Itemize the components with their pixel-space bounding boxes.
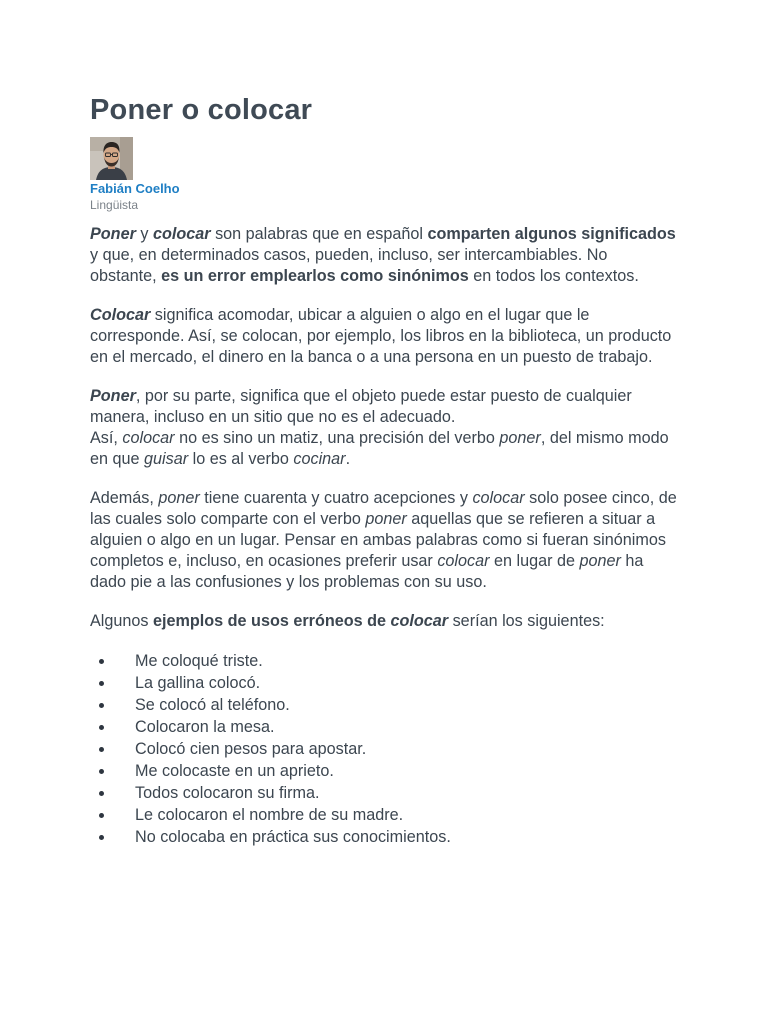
examples-list [90,650,678,848]
list-item [90,716,678,738]
text: , por su parte, significa que el objeto puede estar puesto de cualquier manera, incluso en un sitio que no es el adecuado. [90,387,632,426]
term-poner: Poner [90,387,136,405]
term-colocar: colocar [152,225,211,243]
text: , del mismo modo en que [90,429,669,468]
list-item [90,672,678,694]
term-poner: poner [365,510,407,528]
term-colocar: Colocar [90,306,151,324]
bullet-icon [99,813,104,818]
text: y que, en determinados casos, pueden, incluso, ser intercambiables. No obstante, [90,246,608,285]
term-poner: poner [499,429,541,447]
bold-phrase: ejemplos de usos erróneos de [153,612,391,630]
term-colocar: colocar [437,552,490,570]
text: no es sino un matiz, una precisión del verbo [174,429,500,447]
bullet-icon [99,747,104,752]
term-poner: poner [158,489,200,507]
list-item [90,738,678,760]
term-cocinar: cocinar [293,450,346,468]
list-item [90,804,678,826]
list-item [90,650,678,672]
list-item-text: Me colocaste en un aprieto. [135,762,334,780]
text: en todos los contextos. [468,267,639,285]
text: tiene cuarenta y cuatro acepciones y [199,489,473,507]
list-item [90,694,678,716]
term-colocar: colocar [390,612,449,630]
paragraph-3 [90,386,678,470]
list-item-text: Colocó cien pesos para apostar. [135,740,367,758]
text: significa acomodar, ubicar a alguien o algo en el lugar que le corresponde. Así, se colocan, por ejemplo, los libros en la biblioteca, un producto en el mercado, el dinero en la banca o a una persona en un puesto de trabajo. [90,306,672,366]
list-item-text: Se colocó al teléfono. [135,696,290,714]
author-role: Lingüista [90,198,139,212]
bullet-icon [99,659,104,664]
list-item-text: Me coloqué triste. [135,652,263,670]
list-item-text: No colocaba en práctica sus conocimientos. [135,828,451,846]
list-item [90,826,678,848]
bullet-icon [99,769,104,774]
list-item [90,782,678,804]
paragraph-4 [90,488,678,593]
term-poner: Poner [90,225,136,243]
list-item [90,760,678,782]
bold-phrase: comparten algunos significados [427,225,676,243]
bullet-icon [99,681,104,686]
term-colocar: colocar [472,489,525,507]
text: aquellas que se refieren a situar a alguien o algo en un lugar. Pensar en ambas palabras como si fueran sinónimos completos e, incluso, en ocasiones preferir usar [90,510,666,570]
list-item-text: Todos colocaron su firma. [135,784,320,802]
paragraph-1 [90,224,678,287]
term-colocar: colocar [122,429,175,447]
text: Así, [90,429,123,447]
bullet-icon [99,791,104,796]
bullet-icon [99,725,104,730]
list-item-text: Colocaron la mesa. [135,718,275,736]
author-name-link[interactable]: Fabián Coelho [90,181,180,196]
text: lo es al verbo [188,450,294,468]
text: solo posee cinco, de las cuales solo comparte con el verbo [90,489,677,528]
bold-phrase: es un error emplearlos como sinónimos [161,267,469,285]
text: en lugar de [489,552,580,570]
article-body [90,224,678,848]
text: . [345,450,351,468]
text: y [135,225,153,243]
bullet-icon [99,835,104,840]
bullet-icon [99,703,104,708]
text: son palabras que en español [210,225,428,243]
term-poner: poner [579,552,621,570]
list-item-text: La gallina colocó. [135,674,261,692]
page-title: Poner o colocar [90,94,313,126]
paragraph-5 [90,611,678,632]
list-item-text: Le colocaron el nombre de su madre. [135,806,404,824]
author-avatar[interactable] [90,137,133,180]
text: serían los siguientes: [448,612,605,630]
text: ha dado pie a las confusiones y los problemas con su uso. [90,552,644,591]
paragraph-2 [90,305,678,368]
text: Algunos [90,612,153,630]
term-guisar: guisar [144,450,189,468]
text: Además, [90,489,159,507]
